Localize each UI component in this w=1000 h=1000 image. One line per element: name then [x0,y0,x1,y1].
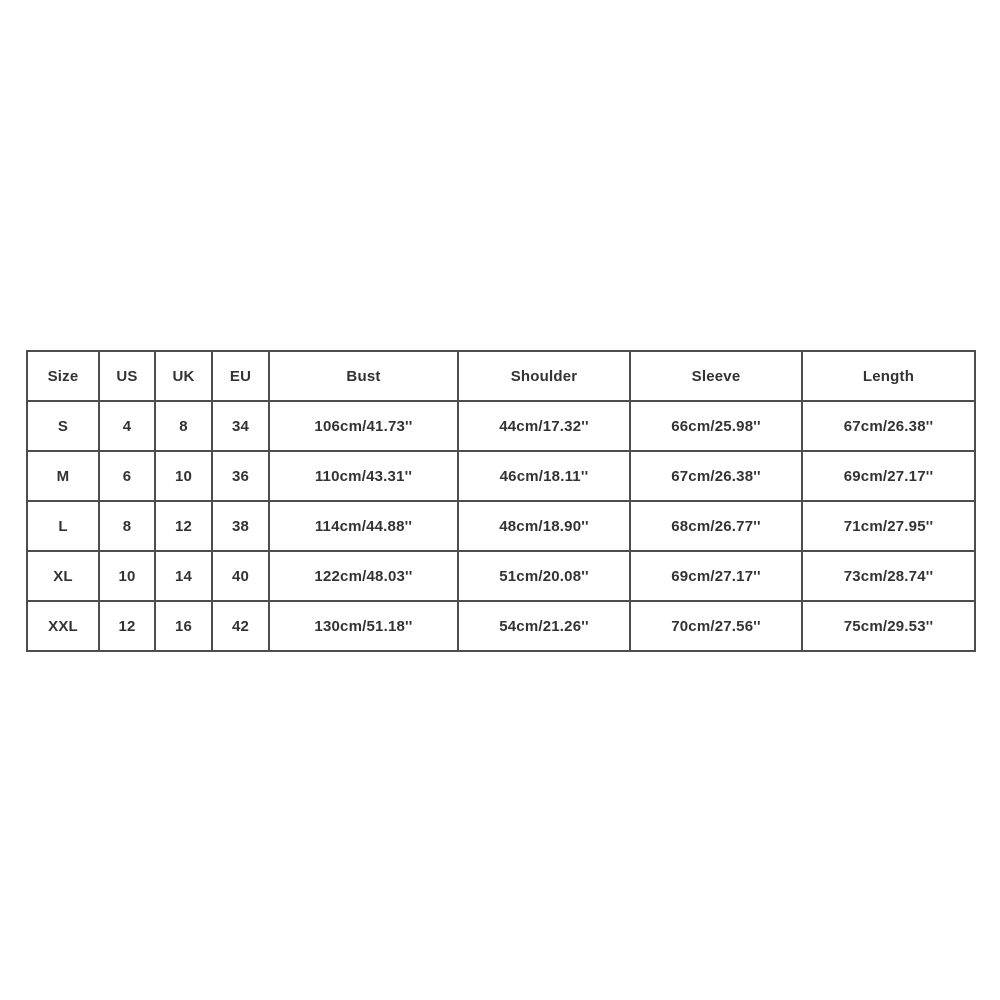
cell-m-shoulder: 46cm/18.11'' [458,451,630,501]
column-header-bust: Bust [269,351,458,401]
table-row-xl [27,551,975,601]
cell-s-us: 4 [99,401,155,451]
size-chart-table [26,350,976,652]
column-header-eu: EU [212,351,269,401]
table-row-l [27,501,975,551]
cell-l-sleeve: 68cm/26.77'' [630,501,802,551]
size-chart-body [27,401,975,651]
cell-xl-shoulder: 51cm/20.08'' [458,551,630,601]
cell-s-size: S [27,401,99,451]
cell-xxl-bust: 130cm/51.18'' [269,601,458,651]
cell-l-uk: 12 [155,501,212,551]
cell-xl-uk: 14 [155,551,212,601]
cell-m-length: 69cm/27.17'' [802,451,975,501]
cell-s-sleeve: 66cm/25.98'' [630,401,802,451]
cell-l-us: 8 [99,501,155,551]
cell-l-shoulder: 48cm/18.90'' [458,501,630,551]
column-header-us: US [99,351,155,401]
size-chart-header [27,351,975,401]
cell-xl-sleeve: 69cm/27.17'' [630,551,802,601]
column-header-length: Length [802,351,975,401]
cell-xl-eu: 40 [212,551,269,601]
cell-l-eu: 38 [212,501,269,551]
cell-m-us: 6 [99,451,155,501]
cell-xl-length: 73cm/28.74'' [802,551,975,601]
table-row-s [27,401,975,451]
column-header-uk: UK [155,351,212,401]
table-row-xxl [27,601,975,651]
size-chart-container [26,350,974,652]
cell-l-size: L [27,501,99,551]
cell-xxl-uk: 16 [155,601,212,651]
cell-m-uk: 10 [155,451,212,501]
cell-l-bust: 114cm/44.88'' [269,501,458,551]
cell-l-length: 71cm/27.95'' [802,501,975,551]
cell-xxl-size: XXL [27,601,99,651]
cell-xl-bust: 122cm/48.03'' [269,551,458,601]
cell-m-eu: 36 [212,451,269,501]
cell-s-uk: 8 [155,401,212,451]
header-row [27,351,975,401]
cell-s-shoulder: 44cm/17.32'' [458,401,630,451]
cell-xl-us: 10 [99,551,155,601]
column-header-sleeve: Sleeve [630,351,802,401]
cell-m-size: M [27,451,99,501]
cell-m-sleeve: 67cm/26.38'' [630,451,802,501]
cell-s-bust: 106cm/41.73'' [269,401,458,451]
table-row-m [27,451,975,501]
cell-s-length: 67cm/26.38'' [802,401,975,451]
cell-xxl-us: 12 [99,601,155,651]
cell-m-bust: 110cm/43.31'' [269,451,458,501]
column-header-size: Size [27,351,99,401]
cell-s-eu: 34 [212,401,269,451]
cell-xxl-length: 75cm/29.53'' [802,601,975,651]
column-header-shoulder: Shoulder [458,351,630,401]
cell-xl-size: XL [27,551,99,601]
cell-xxl-eu: 42 [212,601,269,651]
cell-xxl-shoulder: 54cm/21.26'' [458,601,630,651]
cell-xxl-sleeve: 70cm/27.56'' [630,601,802,651]
